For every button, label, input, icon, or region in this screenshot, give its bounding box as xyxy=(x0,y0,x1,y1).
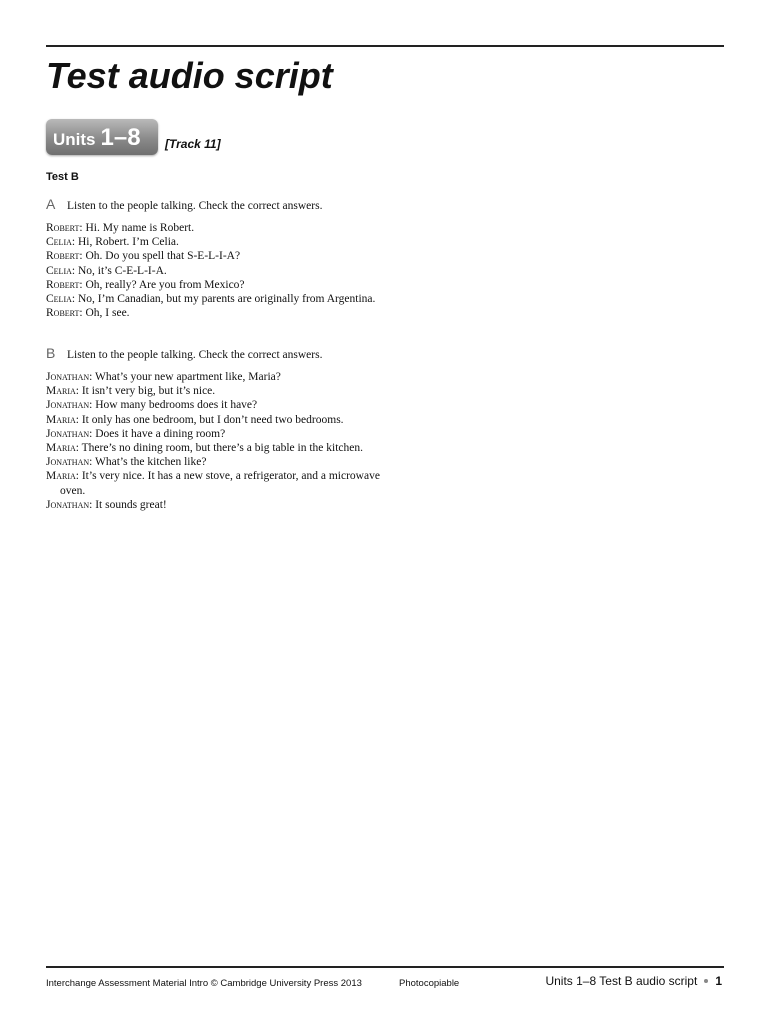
dialogue-text: : What’s the kitchen like? xyxy=(89,456,207,469)
footer-page-label: Units 1–8 Test B audio script xyxy=(545,974,698,988)
dialogue-line xyxy=(46,278,386,292)
section-letter: B xyxy=(46,345,56,361)
dialogue-text: : There’s no dining room, but there’s a big table in the kitchen. xyxy=(75,442,364,455)
speaker-name: Jonathan xyxy=(46,399,90,412)
dialogue-text: : Hi. My name is Robert. xyxy=(79,222,195,234)
footer-copyright: Interchange Assessment Material Intro © Cambridge University Press 2013 xyxy=(46,978,362,989)
dialogue-text: : Does it have a dining room? xyxy=(89,427,226,440)
speaker-name: Robert xyxy=(46,278,80,291)
dialogue-line xyxy=(46,221,386,235)
speaker-name: Maria xyxy=(46,385,76,398)
footer-photocopiable: Photocopiable xyxy=(399,978,460,989)
speaker-name: Maria xyxy=(46,470,76,483)
dialogue-text: : What’s your new apartment like, Maria? xyxy=(89,371,281,383)
track-label: [Track 11] xyxy=(165,137,221,151)
footer-page-info xyxy=(545,974,722,988)
dialogue-text: : No, I’m Canadian, but my parents are originally from Argentina. xyxy=(71,293,376,306)
dialogue-text: : No, it’s C-E-L-I-A. xyxy=(71,264,167,277)
dialogue-text: : Oh. Do you spell that S-E-L-I-A? xyxy=(79,250,241,263)
dialogue-text: : It isn’t very big, but it’s nice. xyxy=(75,385,216,398)
dialogue-text: : It only has one bedroom, but I don’t need two bedrooms. xyxy=(75,413,344,426)
dialogue-line xyxy=(46,235,386,249)
section-a xyxy=(46,196,386,320)
dialogue-text: : How many bedrooms does it have? xyxy=(89,399,258,412)
units-badge xyxy=(46,119,158,155)
dialogue-text: : It sounds great! xyxy=(89,498,167,511)
section-header xyxy=(46,196,386,212)
dialogue-line xyxy=(46,427,386,441)
speaker-name: Celia xyxy=(46,264,72,277)
section-instruction: Listen to the people talking. Check the correct answers. xyxy=(67,200,323,212)
speaker-name: Maria xyxy=(46,442,76,455)
dialogue-line xyxy=(46,469,386,497)
dialogue-line xyxy=(46,413,386,427)
speaker-name: Maria xyxy=(46,413,76,426)
units-range: 1–8 xyxy=(100,124,141,151)
section-b xyxy=(46,345,386,512)
speaker-name: Celia xyxy=(46,293,72,306)
speaker-name: Robert xyxy=(46,250,80,263)
page-title: Test audio script xyxy=(46,55,333,96)
speaker-name: Celia xyxy=(46,236,72,249)
section-header xyxy=(46,345,386,361)
speaker-name: Robert xyxy=(46,222,80,234)
dialogue-text: : Oh, I see. xyxy=(79,307,130,320)
dialogue-line xyxy=(46,264,386,278)
dialogue-line xyxy=(46,455,386,469)
speaker-name: Jonathan xyxy=(46,498,90,511)
speaker-name: Jonathan xyxy=(46,427,90,440)
dialogue-line xyxy=(46,384,386,398)
top-divider xyxy=(46,45,724,47)
bottom-divider xyxy=(46,966,724,968)
speaker-name: Jonathan xyxy=(46,371,90,383)
units-word: Units xyxy=(53,130,96,149)
dialogue-line xyxy=(46,306,386,320)
dialogue-text: : Oh, really? Are you from Mexico? xyxy=(79,278,245,291)
dialogue-line xyxy=(46,398,386,412)
speaker-name: Robert xyxy=(46,307,80,320)
section-instruction: Listen to the people talking. Check the correct answers. xyxy=(67,349,323,361)
speaker-name: Jonathan xyxy=(46,456,90,469)
test-label: Test B xyxy=(46,171,79,183)
dialogue-line xyxy=(46,249,386,263)
dialogue xyxy=(46,370,386,512)
page-number: 1 xyxy=(715,974,722,988)
dialogue-text: : Hi, Robert. I’m Celia. xyxy=(71,236,179,249)
dialogue-line xyxy=(46,441,386,455)
dialogue-text: : It’s very nice. It has a new stove, a refrigerator, and a microwave oven. xyxy=(60,470,380,497)
dialogue xyxy=(46,221,386,320)
dialogue-line xyxy=(46,292,386,306)
dialogue-line xyxy=(46,370,386,384)
section-letter: A xyxy=(46,196,56,212)
bullet-icon xyxy=(704,979,708,983)
dialogue-line xyxy=(46,498,386,512)
